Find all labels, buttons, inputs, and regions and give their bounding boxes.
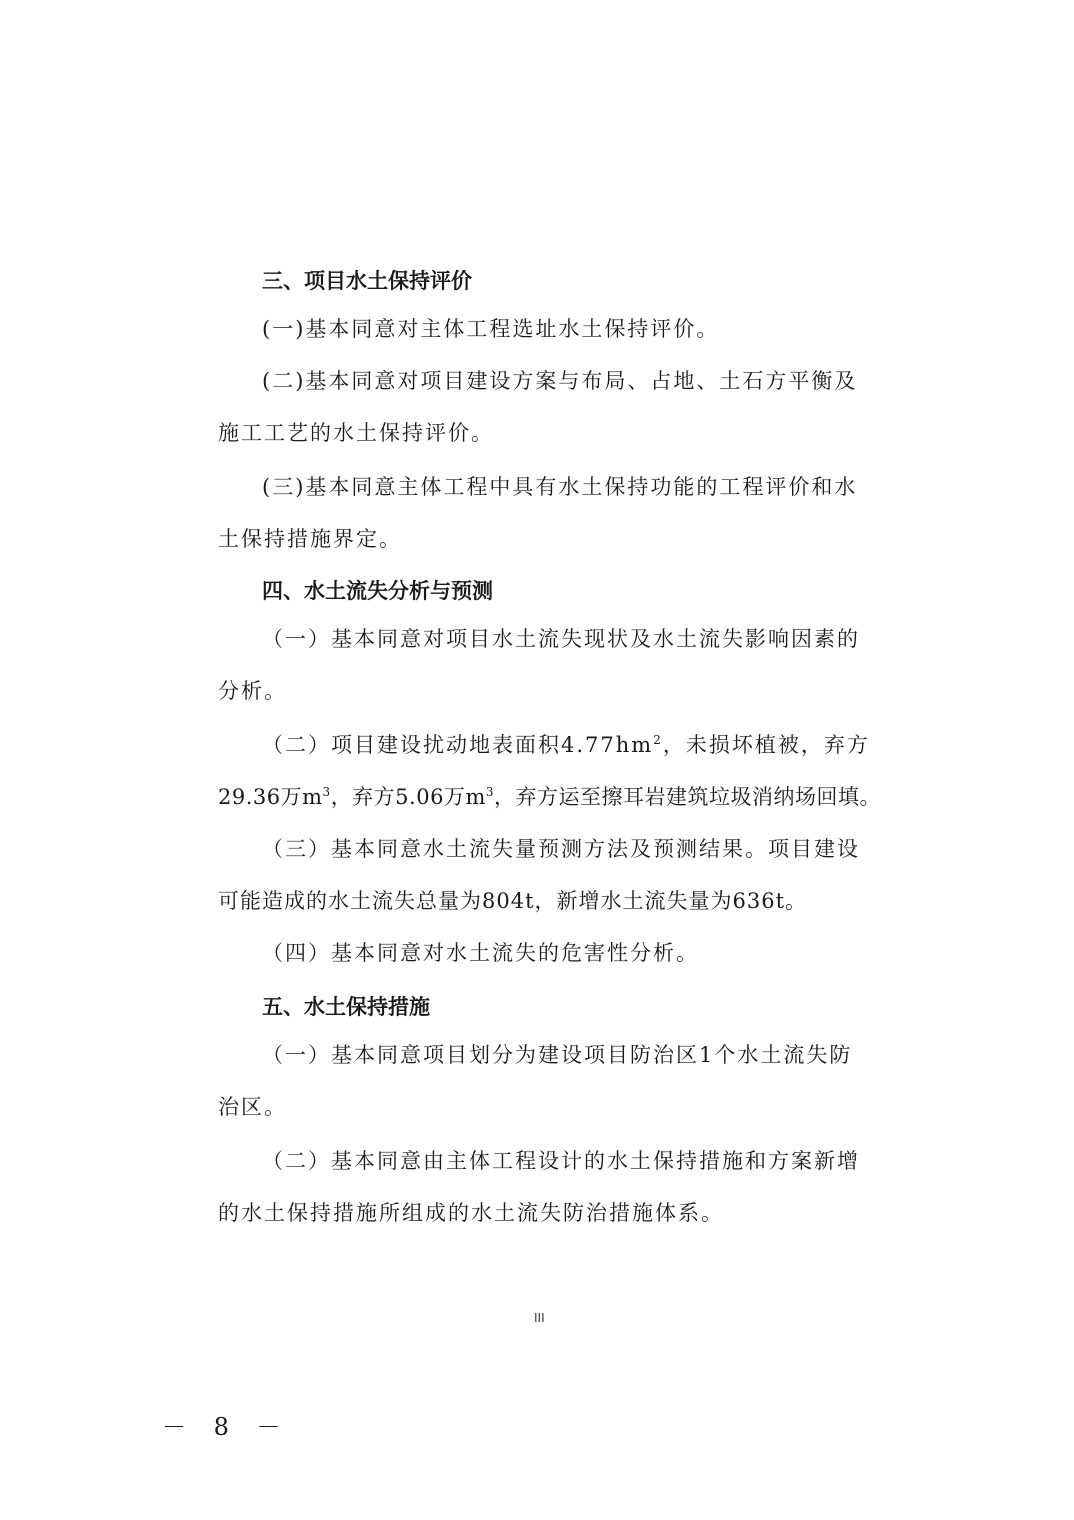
text-run: ，弃方运至擦耳岩建筑垃圾消纳场回填。: [494, 785, 881, 809]
paragraph-continuation: 治区。: [218, 1095, 287, 1119]
paragraph: （一）基本同意对项目水土流失现状及水土流失影响因素的: [262, 627, 860, 651]
superscript: 2: [653, 733, 663, 747]
text-run: 29.36万m: [218, 785, 323, 809]
text-run: ，未损坏植被，弃方: [662, 733, 870, 757]
roman-page-marker: III: [534, 1311, 545, 1325]
section-heading-3: 三、项目水土保持评价: [262, 269, 472, 293]
text-run: （二）项目建设扰动地表面积4.77hm: [262, 733, 654, 757]
superscript: 3: [322, 785, 331, 799]
page-number: － 8 －: [162, 1413, 291, 1441]
paragraph: (一)基本同意对主体工程选址水土保持评价。: [262, 317, 720, 341]
paragraph: （二）基本同意由主体工程设计的水土保持措施和方案新增: [262, 1149, 860, 1173]
superscript: 3: [485, 785, 494, 799]
paragraph-continuation: 分析。: [218, 679, 287, 703]
paragraph: （三）基本同意水土流失量预测方法及预测结果。项目建设: [262, 837, 860, 861]
paragraph-continuation: [218, 782, 881, 812]
section-heading-5: 五、水土保持措施: [262, 995, 430, 1019]
paragraph: （一）基本同意项目划分为建设项目防治区1个水土流失防: [262, 1043, 853, 1067]
paragraph: （四）基本同意对水土流失的危害性分析。: [262, 941, 699, 965]
paragraph-continuation: 的水土保持措施所组成的水土流失防治措施体系。: [218, 1201, 724, 1225]
paragraph-continuation: 可能造成的水土流失总量为804t，新增水土流失量为636t。: [218, 889, 808, 913]
paragraph-continuation: 土保持措施界定。: [218, 527, 402, 551]
paragraph-continuation: 施工工艺的水土保持评价。: [218, 421, 494, 445]
paragraph: (三)基本同意主体工程中具有水土保持功能的工程评价和水: [262, 475, 858, 499]
text-run: ，弃方5.06万m: [330, 785, 486, 809]
paragraph: (二)基本同意对项目建设方案与布局、占地、土石方平衡及: [262, 369, 858, 393]
paragraph-area: [262, 730, 870, 760]
section-heading-4: 四、水土流失分析与预测: [262, 579, 493, 603]
